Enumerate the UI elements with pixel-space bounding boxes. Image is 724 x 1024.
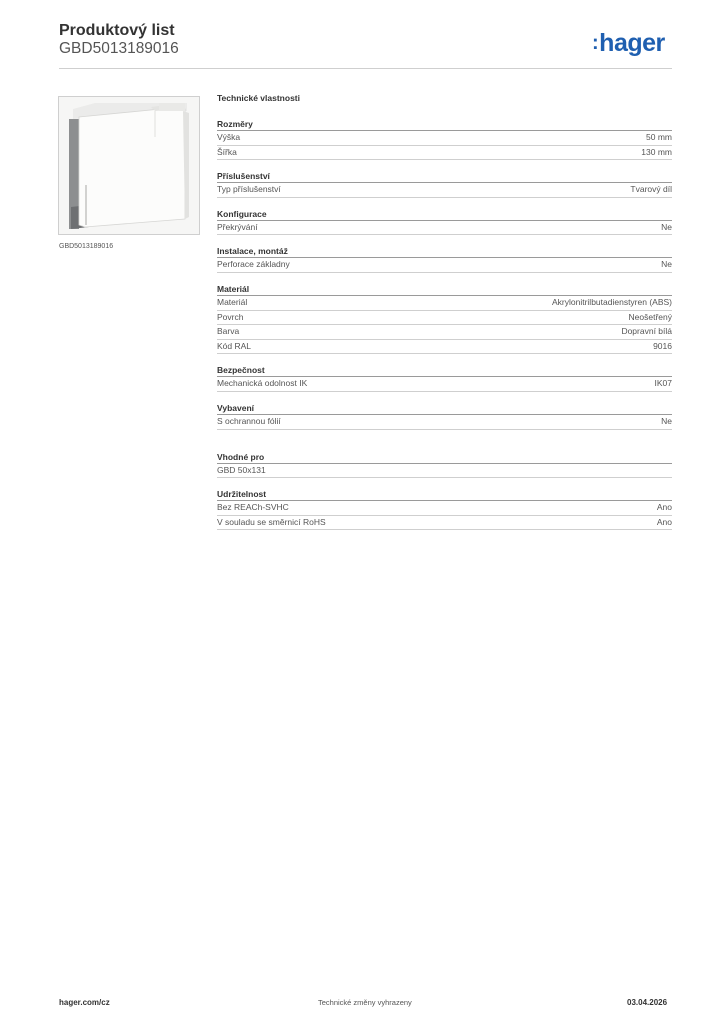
spec-value: Ano xyxy=(656,516,672,527)
group-title: Vybavení xyxy=(217,401,672,415)
spec-label: Povrch xyxy=(217,311,244,322)
spec-row xyxy=(217,501,672,516)
product-image xyxy=(58,96,200,235)
footer-notice: Technické změny vyhrazeny xyxy=(318,998,412,1007)
technical-specs xyxy=(217,93,672,539)
spec-label: V souladu se směrnicí RoHS xyxy=(217,516,326,527)
spec-row xyxy=(217,296,672,311)
spec-group-safety xyxy=(217,363,672,392)
group-title: Bezpečnost xyxy=(217,363,672,377)
spec-group-material xyxy=(217,282,672,354)
logo-text: hager xyxy=(599,29,665,57)
cable-trunking-tee-icon xyxy=(59,97,199,234)
spec-value: Ne xyxy=(661,221,672,232)
spec-row xyxy=(217,131,672,146)
spec-group-installation xyxy=(217,244,672,273)
spec-value: Dopravní bílá xyxy=(621,326,672,337)
spec-row xyxy=(217,340,672,355)
spec-label: Materiál xyxy=(217,296,248,307)
group-title: Konfigurace xyxy=(217,207,672,221)
spec-value: 50 mm xyxy=(646,132,672,142)
spec-label: Bez REACh-SVHC xyxy=(217,502,289,513)
spec-group-suitable-for xyxy=(217,450,672,479)
group-title: Vhodné pro xyxy=(217,450,672,464)
spec-value: IK07 xyxy=(654,378,672,389)
spec-group-equipment xyxy=(217,401,672,430)
spec-value: Ne xyxy=(661,415,672,426)
spec-label: Kód RAL xyxy=(217,340,252,351)
spec-value: 9016 xyxy=(653,340,672,351)
spec-row xyxy=(217,464,672,479)
spec-row xyxy=(217,183,672,198)
spec-value: Akrylonitrilbutadienstyren (ABS) xyxy=(552,296,672,307)
footer-website-link[interactable]: hager.com/cz xyxy=(59,998,110,1007)
spec-label: Typ příslušenství xyxy=(217,184,281,195)
spec-label: Barva xyxy=(217,326,240,337)
spec-row xyxy=(217,377,672,392)
group-title: Materiál xyxy=(217,282,672,296)
spec-label: Výška xyxy=(217,132,241,142)
spec-value: Neošetřený xyxy=(628,311,672,322)
spec-row xyxy=(217,516,672,531)
spec-label: Perforace základny xyxy=(217,259,290,270)
spec-value: Ano xyxy=(656,502,672,513)
group-title: Instalace, montáž xyxy=(217,244,672,258)
group-title: Udržitelnost xyxy=(217,487,672,501)
page-title: Produktový list xyxy=(59,22,175,39)
hager-logo[interactable] xyxy=(592,29,665,58)
spec-label: Překrývání xyxy=(217,221,258,232)
spec-group-configuration xyxy=(217,207,672,236)
footer-date: 03.04.2026 xyxy=(627,998,668,1007)
spec-row xyxy=(217,258,672,273)
group-title: Příslušenství xyxy=(217,169,672,183)
spec-value: Tvarový díl xyxy=(630,184,672,195)
logo-dots-icon: : xyxy=(592,32,599,54)
specs-heading: Technické vlastnosti xyxy=(217,93,300,103)
spec-label: Šířka xyxy=(217,146,237,157)
spec-row xyxy=(217,146,672,161)
group-title: Rozměry xyxy=(217,117,672,131)
spec-label: GBD 50x131 xyxy=(217,464,266,475)
spec-label: S ochrannou fólií xyxy=(217,415,281,426)
spec-group-sustainability xyxy=(217,487,672,530)
image-caption: GBD5013189016 xyxy=(59,243,114,250)
spec-group-accessories xyxy=(217,169,672,198)
spec-label: Mechanická odolnost IK xyxy=(217,378,308,389)
spec-group-dimensions xyxy=(217,117,672,160)
spec-value: 130 mm xyxy=(641,146,672,157)
spec-row xyxy=(217,311,672,326)
spec-value: Ne xyxy=(661,259,672,270)
product-code: GBD5013189016 xyxy=(59,40,179,57)
spec-row xyxy=(217,415,672,430)
section-spacer xyxy=(217,439,672,450)
spec-row xyxy=(217,221,672,236)
header-divider xyxy=(59,68,672,69)
spec-row xyxy=(217,325,672,340)
